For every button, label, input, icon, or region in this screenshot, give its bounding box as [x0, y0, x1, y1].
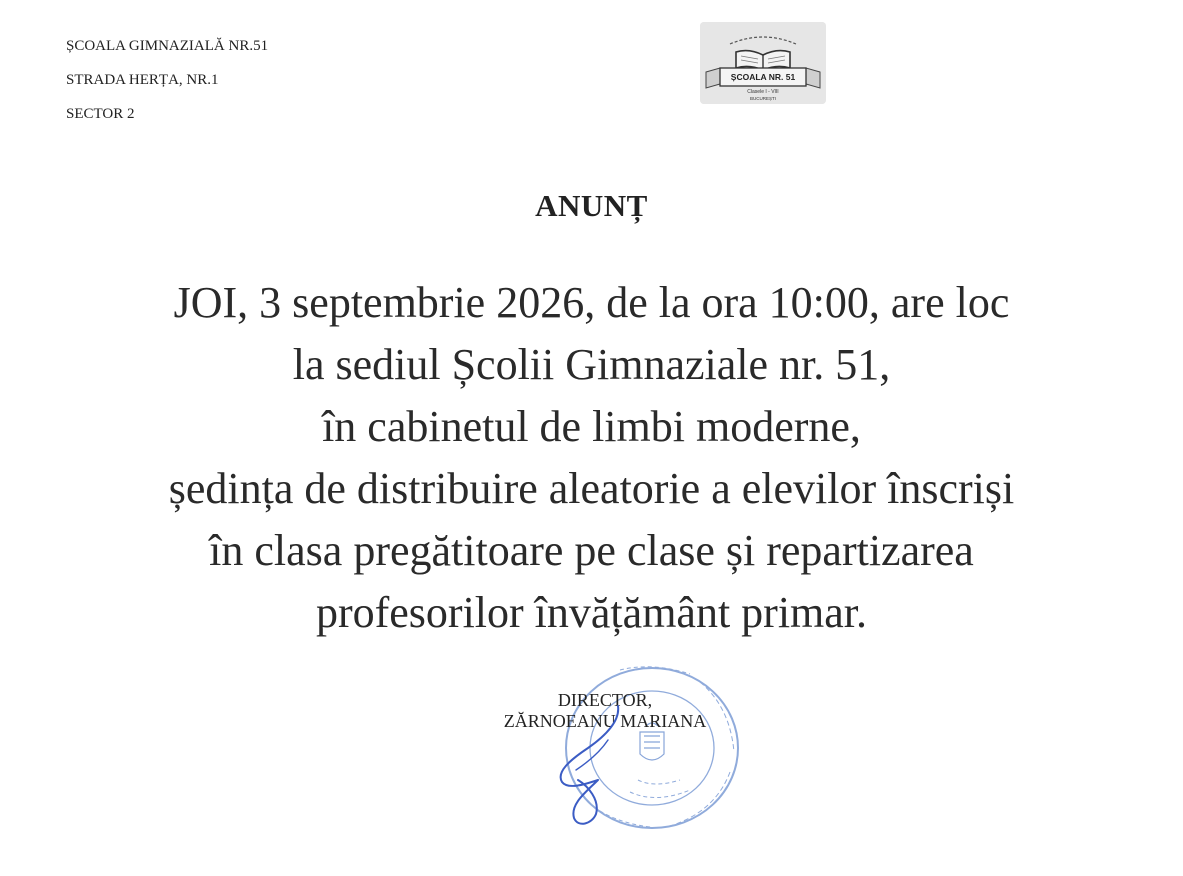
school-sector: SECTOR 2 [66, 106, 135, 122]
open-book-emblem-icon [700, 22, 826, 104]
signer-name: ZĂRNOEANU MARIANA [503, 711, 707, 731]
body-line: profesorilor învățământ primar. [315, 588, 868, 637]
handwritten-signature [548, 700, 658, 830]
body-line: în clasa pregătitoare pe clase și repartizarea [209, 526, 974, 575]
school-logo [700, 22, 826, 104]
logo-sub-text: Clasele I - VIII [747, 89, 779, 95]
school-name: ȘCOALA GIMNAZIALĂ NR.51 [66, 38, 269, 54]
announcement-body [0, 272, 1183, 644]
school-header [66, 38, 268, 140]
body-line: JOI, 3 septembrie 2026, de la ora 10:00, are loc [173, 278, 1010, 327]
announcement-title: ANUNȚ [535, 188, 648, 223]
signer-role: DIRECTOR, [557, 690, 653, 710]
logo-banner-text: ȘCOALA NR. 51 [730, 72, 796, 82]
logo-city-text: BUCUREȘTI [749, 96, 777, 101]
body-line: în cabinetul de limbi moderne, [322, 402, 861, 451]
school-street: STRADA HERȚA, NR.1 [66, 72, 219, 88]
body-line: ședința de distribuire aleatorie a elevilor înscriși [168, 464, 1015, 513]
body-line: la sediul Școlii Gimnaziale nr. 51, [292, 340, 891, 389]
